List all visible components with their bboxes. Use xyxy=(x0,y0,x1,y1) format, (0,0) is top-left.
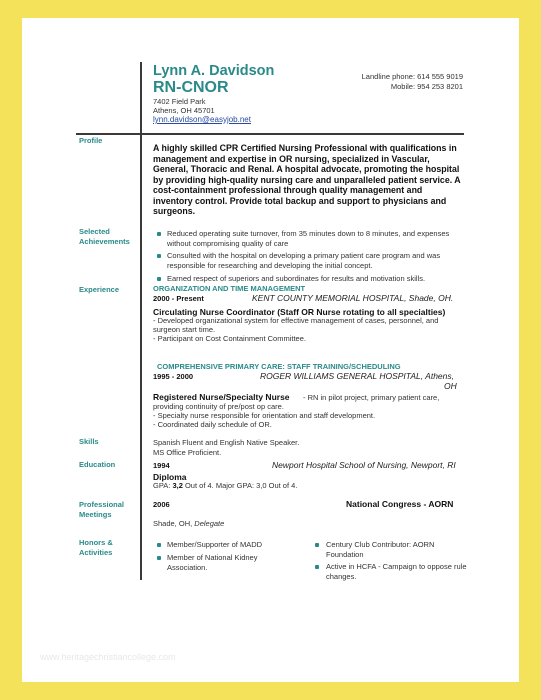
bullet-icon xyxy=(157,254,161,258)
meeting-role: Shade, OH, Delegate xyxy=(153,519,225,528)
address-line-2: Athens, OH 45701 xyxy=(153,106,215,115)
skill-item: Spanish Fluent and English Native Speaker. xyxy=(153,438,300,447)
vertical-divider xyxy=(140,62,142,580)
education-degree: Diploma xyxy=(153,472,187,482)
profile-text: A highly skilled CPR Certified Nursing Professional with qualifications in management and expertise in OR nursing, specialized in Vascular, General, Thoracic and Renal. A hospital advocate, promoting the hospital by providing high-quality nursing care and unparalleled patient service. A cost-containment professional through quality management and inventory control. Provide total backup and support to physicians and surgeons. xyxy=(153,143,461,216)
bullet-icon xyxy=(315,543,319,547)
resume-page xyxy=(22,18,519,682)
bullet-icon xyxy=(315,565,319,569)
meeting-name: National Congress - AORN xyxy=(346,499,454,509)
job2-employer-state: OH xyxy=(444,381,457,391)
section-label-meetings: Professional Meetings xyxy=(79,500,125,519)
education-year: 1994 xyxy=(153,461,170,470)
mobile-phone: Mobile: 954 253 8201 xyxy=(390,82,463,91)
header-divider xyxy=(76,133,464,135)
job1-title: Circulating Nurse Coordinator (Staff OR Nurse rotating to all specialties) xyxy=(153,307,446,317)
honor-item: Member of National Kidney Association. xyxy=(167,553,258,572)
honor-item: Member/Supporter of MADD xyxy=(167,540,263,549)
job1-dates: 2000 - Present xyxy=(153,294,204,303)
job2-duty: providing continuity of pre/post op care. xyxy=(153,402,284,411)
education-gpa: GPA: 3,2 Out of 4. Major GPA: 3,0 Out of 4. xyxy=(153,481,298,490)
bullet-icon xyxy=(157,277,161,281)
section-label-experience: Experience xyxy=(79,285,120,294)
phone-block xyxy=(362,72,463,92)
section-label-education: Education xyxy=(79,460,116,469)
honor-item: Century Club Contributor: AORN Foundation xyxy=(326,540,435,559)
applicant-name: Lynn A. Davidson xyxy=(153,63,275,79)
job1-employer: KENT COUNTY MEMORIAL HOSPITAL, Shade, OH. xyxy=(252,293,454,303)
address-line-1: 7402 Field Park xyxy=(153,97,206,106)
watermark: www.heritagechristiancollege.com xyxy=(40,652,176,662)
email-link[interactable]: lynn.davidson@easyjob.net xyxy=(153,115,251,124)
section-label-achievements: Selected Achievements xyxy=(79,227,130,246)
job1-area: ORGANIZATION AND TIME MANAGEMENT xyxy=(153,284,306,293)
job1-duty: surgeon start time. xyxy=(153,325,216,334)
job2-duty: - RN in pilot project, primary patient care, xyxy=(303,393,440,402)
job1-duty: - Developed organizational system for effective management of cases, personnel, and xyxy=(153,316,439,325)
job1-duty: - Participant on Cost Containment Committee. xyxy=(153,334,306,343)
bullet-icon xyxy=(157,232,161,236)
achievement-item: Reduced operating suite turnover, from 35 minutes down to 8 minutes, and expenses without compromising quality of care xyxy=(167,229,450,248)
skill-item: MS Office Proficient. xyxy=(153,448,222,457)
bullet-icon xyxy=(157,543,161,547)
credentials: RN-CNOR xyxy=(153,79,229,96)
job2-dates: 1995 - 2000 xyxy=(153,372,194,381)
honor-item: Active in HCFA - Campaign to oppose rule changes. xyxy=(326,562,467,581)
achievement-item: Consulted with the hospital on developing a primary patient care program and was responsible for researching and developing the initial concept. xyxy=(167,251,441,270)
education-school: Newport Hospital School of Nursing, Newport, RI xyxy=(272,460,456,470)
job2-duty: - Specialty nurse responsible for orientation and staff development. xyxy=(153,411,376,420)
job2-employer: ROGER WILLIAMS GENERAL HOSPITAL, Athens, xyxy=(260,371,454,381)
section-label-skills: Skills xyxy=(79,437,99,446)
job2-duty: - Coordinated daily schedule of OR. xyxy=(153,420,272,429)
bullet-icon xyxy=(157,556,161,560)
section-label-profile: Profile xyxy=(79,136,103,145)
achievement-item: Earned respect of superiors and subordinates for results and motivation skills. xyxy=(167,274,426,283)
section-label-honors: Honors & Activities xyxy=(79,538,113,557)
landline-phone: Landline phone: 614 555 9019 xyxy=(361,72,463,81)
gpa-value: 3,2 xyxy=(172,481,183,490)
meeting-year: 2006 xyxy=(153,500,170,509)
job2-area: COMPREHENSIVE PRIMARY CARE: STAFF TRAINING/SCHEDULING xyxy=(157,362,401,371)
job2-title: Registered Nurse/Specialty Nurse xyxy=(153,392,290,402)
